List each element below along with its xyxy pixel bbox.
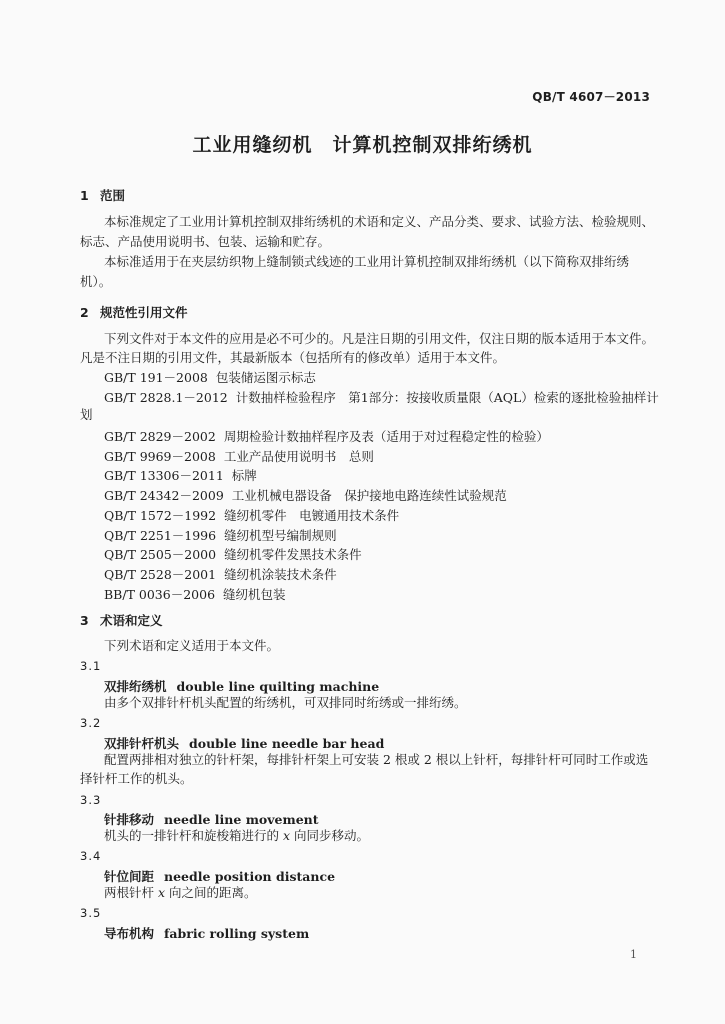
standard-code: QB/T 4607－2013 bbox=[532, 90, 650, 104]
section-heading-scope: 1 范围 bbox=[80, 188, 126, 203]
section-heading-terms: 3 术语和定义 bbox=[80, 613, 163, 628]
scope-paragraph-2-line-2: 机）。 bbox=[80, 274, 112, 289]
reference-item: GB/T 24342－2009 工业机械电器设备 保护接地电路连续性试验规范 bbox=[104, 488, 507, 504]
term-heading: 针位间距 needle position distance bbox=[104, 869, 336, 884]
term-definition: 两根针杆 x 向之间的距离。 bbox=[104, 885, 257, 900]
reference-item: GB/T 191－2008 包装储运图示标志 bbox=[104, 370, 316, 385]
reference-item: GB/T 2828.1－2012 计数抽样检验程序 第1部分：按接收质量限（AQL）检索的逐批检验抽样计 bbox=[104, 389, 659, 405]
reference-item: GB/T 9969－2008 工业产品使用说明书 总则 bbox=[104, 448, 374, 464]
reference-item: QB/T 2528－2001 缝纫机涂装技术条件 bbox=[104, 566, 337, 582]
term-heading: 导布机构 fabric rolling system bbox=[104, 926, 310, 941]
term-number: 3.1 bbox=[80, 659, 102, 673]
term-heading: 针排移动 needle line movement bbox=[104, 812, 319, 827]
term-heading: 双排针杆机头 double line needle bar head bbox=[104, 736, 385, 751]
page-number: 1 bbox=[630, 948, 637, 961]
reference-item: QB/T 2505－2000 缝纫机零件发黑技术条件 bbox=[104, 547, 362, 563]
reference-list bbox=[104, 368, 659, 604]
term-definition: 由多个双排针杆机头配置的绗绣机，可双排同时绗绣或一排绗绣。 bbox=[104, 695, 467, 710]
reference-item: QB/T 2251－1996 缝纫机型号编制规则 bbox=[104, 527, 337, 543]
scope-paragraph-1-line-2: 标志、产品使用说明书、包装、运输和贮存。 bbox=[80, 234, 331, 249]
term-definition-line-2: 择针杆工作的机头。 bbox=[80, 771, 193, 786]
term-number: 3.3 bbox=[80, 793, 102, 807]
term-definition-line-1: 配置两排相对独立的针杆架，每排针杆架上可安装 2 根或 2 根以上针杆，每排针杆可同时工作或选 bbox=[104, 752, 649, 767]
document-title: 工业用缝纫机 计算机控制双排绗绣机 bbox=[192, 134, 533, 156]
scope-paragraph-2-line-1: 本标准适用于在夹层纺织物上缝制锁式线迹的工业用计算机控制双排绗绣机（以下简称双排绗绣 bbox=[104, 254, 630, 269]
scope-paragraph-1-line-1: 本标准规定了工业用计算机控制双排绗绣机的术语和定义、产品分类、要求、试验方法、检验规则、 bbox=[104, 214, 655, 229]
reference-item-spacer bbox=[104, 407, 659, 427]
terms-intro: 下列术语和定义适用于本文件。 bbox=[104, 638, 280, 653]
refs-intro-line-2: 凡是不注日期的引用文件，其最新版本（包括所有的修改单）适用于本文件。 bbox=[80, 350, 506, 365]
term-number: 3.2 bbox=[80, 716, 102, 730]
reference-item: BB/T 0036－2006 缝纫机包装 bbox=[104, 586, 286, 602]
term-number: 3.4 bbox=[80, 849, 102, 863]
reference-continuation: 划 bbox=[80, 407, 93, 422]
section-heading-normative-refs: 2 规范性引用文件 bbox=[80, 305, 188, 320]
term-heading: 双排绗绣机 double line quilting machine bbox=[104, 679, 380, 694]
term-definition: 机头的一排针杆和旋梭箱进行的 x 向同步移动。 bbox=[104, 828, 370, 843]
reference-item: GB/T 2829－2002 周期检验计数抽样程序及表（适用于对过程稳定性的检验） bbox=[104, 429, 549, 445]
term-number: 3.5 bbox=[80, 906, 102, 920]
reference-item: QB/T 1572－1992 缝纫机零件 电镀通用技术条件 bbox=[104, 507, 400, 523]
refs-intro-line-1: 下列文件对于本文件的应用是必不可少的。凡是注日期的引用文件，仅注日期的版本适用于本文件。 bbox=[104, 331, 655, 346]
reference-item: GB/T 13306－2011 标牌 bbox=[104, 468, 257, 484]
